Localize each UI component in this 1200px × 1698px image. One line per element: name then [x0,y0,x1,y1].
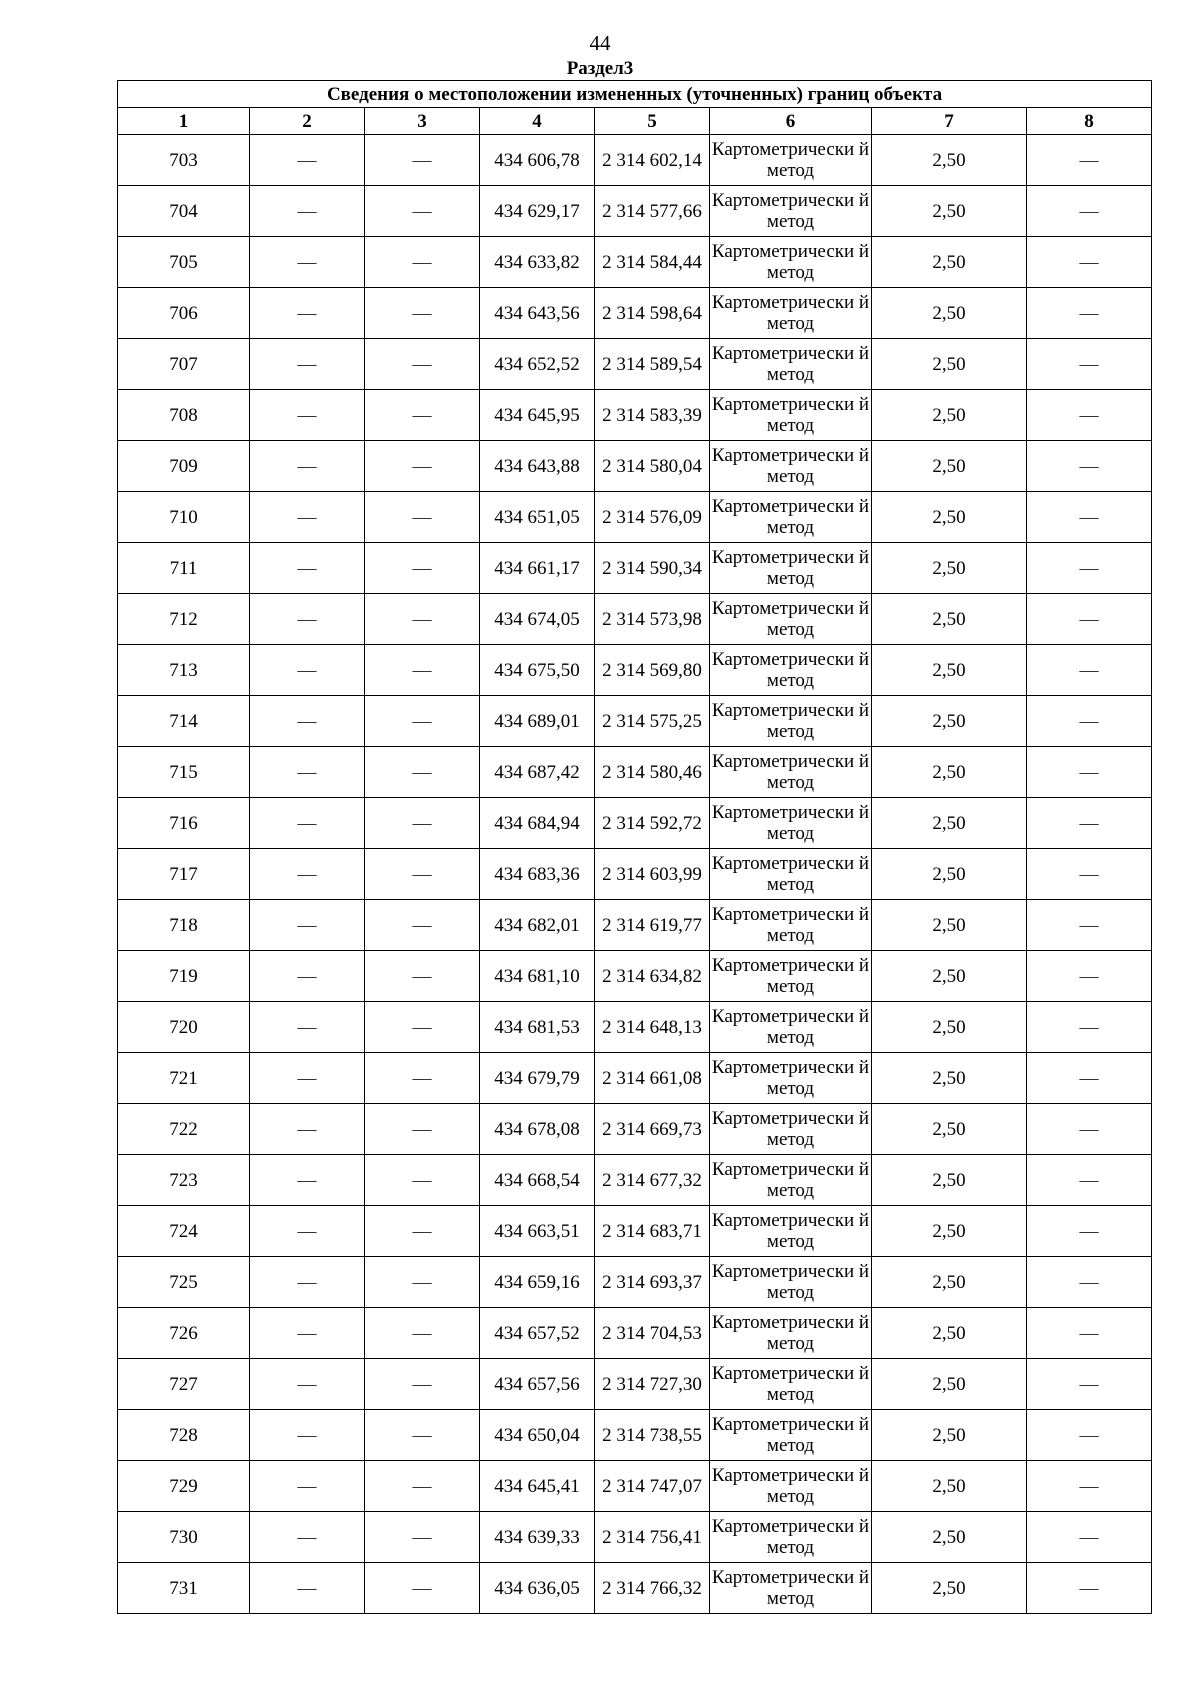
method-cell: Картометрически й метод [710,1155,872,1206]
col2-value-cell: — [250,798,365,849]
col8-value-cell: — [1027,747,1152,798]
coord-y-cell: 2 314 592,72 [595,798,710,849]
accuracy-cell: 2,50 [872,543,1027,594]
col3-value-cell: — [365,1563,480,1614]
point-number-cell: 729 [118,1461,250,1512]
point-number-cell: 715 [118,747,250,798]
coord-y-cell: 2 314 584,44 [595,237,710,288]
point-number-cell: 722 [118,1104,250,1155]
col8-value-cell: — [1027,492,1152,543]
col3-value-cell: — [365,1104,480,1155]
col2-value-cell: — [250,1257,365,1308]
col8-value-cell: — [1027,798,1152,849]
accuracy-cell: 2,50 [872,594,1027,645]
accuracy-cell: 2,50 [872,492,1027,543]
col8-value-cell: — [1027,390,1152,441]
col3-value-cell: — [365,1410,480,1461]
method-cell: Картометрически й метод [710,1512,872,1563]
table-row [118,1461,1152,1512]
table-row [118,543,1152,594]
coord-y-cell: 2 314 766,32 [595,1563,710,1614]
col3-value-cell: — [365,237,480,288]
accuracy-cell: 2,50 [872,849,1027,900]
method-cell: Картометрически й метод [710,1563,872,1614]
coord-x-cell: 434 689,01 [480,696,595,747]
col2-value-cell: — [250,186,365,237]
method-cell: Картометрически й метод [710,747,872,798]
method-cell: Картометрически й метод [710,441,872,492]
col3-value-cell: — [365,543,480,594]
coord-y-cell: 2 314 580,46 [595,747,710,798]
table-row [118,1053,1152,1104]
col3-value-cell: — [365,492,480,543]
col8-value-cell: — [1027,135,1152,186]
col2-value-cell: — [250,441,365,492]
point-number-cell: 731 [118,1563,250,1614]
table-row [118,339,1152,390]
method-cell: Картометрически й метод [710,339,872,390]
coord-y-cell: 2 314 589,54 [595,339,710,390]
col2-value-cell: — [250,1359,365,1410]
coord-y-cell: 2 314 693,37 [595,1257,710,1308]
point-number-cell: 703 [118,135,250,186]
col2-value-cell: — [250,339,365,390]
method-cell: Картометрически й метод [710,1002,872,1053]
accuracy-cell: 2,50 [872,135,1027,186]
column-number-5: 5 [595,108,710,135]
col3-value-cell: — [365,1206,480,1257]
point-number-cell: 713 [118,645,250,696]
accuracy-cell: 2,50 [872,1002,1027,1053]
col3-value-cell: — [365,1308,480,1359]
coord-y-cell: 2 314 603,99 [595,849,710,900]
method-cell: Картометрически й метод [710,1104,872,1155]
point-number-cell: 727 [118,1359,250,1410]
col3-value-cell: — [365,339,480,390]
point-number-cell: 726 [118,1308,250,1359]
coord-x-cell: 434 652,52 [480,339,595,390]
col8-value-cell: — [1027,1410,1152,1461]
point-number-cell: 711 [118,543,250,594]
col8-value-cell: — [1027,543,1152,594]
col8-value-cell: — [1027,1461,1152,1512]
column-number-1: 1 [118,108,250,135]
point-number-cell: 710 [118,492,250,543]
col3-value-cell: — [365,1461,480,1512]
column-number-row [118,108,1152,135]
col8-value-cell: — [1027,1563,1152,1614]
table-row [118,1206,1152,1257]
coord-y-cell: 2 314 756,41 [595,1512,710,1563]
method-cell: Картометрически й метод [710,1206,872,1257]
col8-value-cell: — [1027,237,1152,288]
col2-value-cell: — [250,1512,365,1563]
point-number-cell: 728 [118,1410,250,1461]
method-cell: Картометрически й метод [710,135,872,186]
coord-x-cell: 434 639,33 [480,1512,595,1563]
col8-value-cell: — [1027,849,1152,900]
col2-value-cell: — [250,543,365,594]
method-cell: Картометрически й метод [710,951,872,1002]
table-row [118,645,1152,696]
col8-value-cell: — [1027,1104,1152,1155]
coord-y-cell: 2 314 661,08 [595,1053,710,1104]
table-row [118,1257,1152,1308]
col2-value-cell: — [250,1410,365,1461]
col2-value-cell: — [250,135,365,186]
coord-y-cell: 2 314 569,80 [595,645,710,696]
coord-x-cell: 434 683,36 [480,849,595,900]
section-title: Раздел3 [566,58,634,79]
method-cell: Картометрически й метод [710,900,872,951]
accuracy-cell: 2,50 [872,339,1027,390]
col2-value-cell: — [250,237,365,288]
point-number-cell: 716 [118,798,250,849]
col3-value-cell: — [365,135,480,186]
point-number-cell: 717 [118,849,250,900]
coord-y-cell: 2 314 598,64 [595,288,710,339]
col2-value-cell: — [250,1053,365,1104]
col2-value-cell: — [250,1308,365,1359]
accuracy-cell: 2,50 [872,1206,1027,1257]
method-cell: Картометрически й метод [710,1461,872,1512]
col8-value-cell: — [1027,1308,1152,1359]
col2-value-cell: — [250,900,365,951]
col3-value-cell: — [365,798,480,849]
accuracy-cell: 2,50 [872,1257,1027,1308]
accuracy-cell: 2,50 [872,1053,1027,1104]
col3-value-cell: — [365,390,480,441]
table-row [118,1002,1152,1053]
method-cell: Картометрически й метод [710,849,872,900]
accuracy-cell: 2,50 [872,237,1027,288]
coord-x-cell: 434 663,51 [480,1206,595,1257]
column-number-6: 6 [710,108,872,135]
col8-value-cell: — [1027,441,1152,492]
coord-x-cell: 434 661,17 [480,543,595,594]
accuracy-cell: 2,50 [872,1563,1027,1614]
coord-x-cell: 434 636,05 [480,1563,595,1614]
coord-x-cell: 434 687,42 [480,747,595,798]
col8-value-cell: — [1027,288,1152,339]
coord-x-cell: 434 643,56 [480,288,595,339]
coord-y-cell: 2 314 677,32 [595,1155,710,1206]
coordinates-table [117,80,1152,1614]
col8-value-cell: — [1027,186,1152,237]
col3-value-cell: — [365,441,480,492]
table-row [118,1155,1152,1206]
col3-value-cell: — [365,951,480,1002]
col8-value-cell: — [1027,1512,1152,1563]
col3-value-cell: — [365,1002,480,1053]
page-number: 44 [589,31,611,55]
method-cell: Картометрически й метод [710,798,872,849]
point-number-cell: 725 [118,1257,250,1308]
table-row [118,492,1152,543]
point-number-cell: 707 [118,339,250,390]
column-number-7: 7 [872,108,1027,135]
accuracy-cell: 2,50 [872,645,1027,696]
table-caption: Сведения о местоположении измененных (уточненных) границ объекта [118,81,1152,108]
col2-value-cell: — [250,696,365,747]
accuracy-cell: 2,50 [872,900,1027,951]
method-cell: Картометрически й метод [710,1410,872,1461]
col2-value-cell: — [250,1002,365,1053]
table-row [118,1563,1152,1614]
method-cell: Картометрически й метод [710,390,872,441]
accuracy-cell: 2,50 [872,747,1027,798]
col8-value-cell: — [1027,696,1152,747]
accuracy-cell: 2,50 [872,1512,1027,1563]
accuracy-cell: 2,50 [872,288,1027,339]
column-number-8: 8 [1027,108,1152,135]
col2-value-cell: — [250,390,365,441]
accuracy-cell: 2,50 [872,1104,1027,1155]
coord-x-cell: 434 675,50 [480,645,595,696]
point-number-cell: 718 [118,900,250,951]
coord-y-cell: 2 314 573,98 [595,594,710,645]
coord-x-cell: 434 645,41 [480,1461,595,1512]
coord-x-cell: 434 681,53 [480,1002,595,1053]
table-row [118,135,1152,186]
coord-x-cell: 434 681,10 [480,951,595,1002]
coord-y-cell: 2 314 704,53 [595,1308,710,1359]
table-row [118,1512,1152,1563]
coord-x-cell: 434 651,05 [480,492,595,543]
col3-value-cell: — [365,1512,480,1563]
table-row [118,1104,1152,1155]
table-row [118,951,1152,1002]
point-number-cell: 720 [118,1002,250,1053]
method-cell: Картометрически й метод [710,1308,872,1359]
coord-y-cell: 2 314 738,55 [595,1410,710,1461]
table-row [118,288,1152,339]
col3-value-cell: — [365,594,480,645]
col2-value-cell: — [250,849,365,900]
coord-x-cell: 434 645,95 [480,390,595,441]
accuracy-cell: 2,50 [872,1155,1027,1206]
col8-value-cell: — [1027,1002,1152,1053]
coord-y-cell: 2 314 669,73 [595,1104,710,1155]
point-number-cell: 704 [118,186,250,237]
point-number-cell: 714 [118,696,250,747]
point-number-cell: 721 [118,1053,250,1104]
col3-value-cell: — [365,1257,480,1308]
col8-value-cell: — [1027,594,1152,645]
col3-value-cell: — [365,1359,480,1410]
table-row [118,1359,1152,1410]
coord-y-cell: 2 314 583,39 [595,390,710,441]
point-number-cell: 709 [118,441,250,492]
table-row [118,441,1152,492]
coord-x-cell: 434 643,88 [480,441,595,492]
coord-x-cell: 434 606,78 [480,135,595,186]
coord-y-cell: 2 314 747,07 [595,1461,710,1512]
coord-x-cell: 434 679,79 [480,1053,595,1104]
col3-value-cell: — [365,747,480,798]
col2-value-cell: — [250,1206,365,1257]
coord-y-cell: 2 314 619,77 [595,900,710,951]
coord-y-cell: 2 314 576,09 [595,492,710,543]
col8-value-cell: — [1027,645,1152,696]
coord-x-cell: 434 684,94 [480,798,595,849]
method-cell: Картометрически й метод [710,594,872,645]
coord-y-cell: 2 314 575,25 [595,696,710,747]
coord-x-cell: 434 629,17 [480,186,595,237]
table-row [118,186,1152,237]
col3-value-cell: — [365,900,480,951]
accuracy-cell: 2,50 [872,441,1027,492]
coord-y-cell: 2 314 580,04 [595,441,710,492]
table-row [118,798,1152,849]
coord-y-cell: 2 314 727,30 [595,1359,710,1410]
table-body [118,135,1152,1614]
point-number-cell: 705 [118,237,250,288]
table-row [118,900,1152,951]
coord-y-cell: 2 314 683,71 [595,1206,710,1257]
coord-x-cell: 434 650,04 [480,1410,595,1461]
accuracy-cell: 2,50 [872,1461,1027,1512]
col8-value-cell: — [1027,1155,1152,1206]
col2-value-cell: — [250,1104,365,1155]
table-row [118,747,1152,798]
table-row [118,849,1152,900]
accuracy-cell: 2,50 [872,798,1027,849]
coord-x-cell: 434 674,05 [480,594,595,645]
table-row [118,390,1152,441]
method-cell: Картометрически й метод [710,288,872,339]
point-number-cell: 712 [118,594,250,645]
point-number-cell: 723 [118,1155,250,1206]
point-number-cell: 719 [118,951,250,1002]
method-cell: Картометрически й метод [710,1359,872,1410]
accuracy-cell: 2,50 [872,1308,1027,1359]
coord-y-cell: 2 314 590,34 [595,543,710,594]
column-number-3: 3 [365,108,480,135]
coord-y-cell: 2 314 577,66 [595,186,710,237]
col3-value-cell: — [365,849,480,900]
col8-value-cell: — [1027,1257,1152,1308]
col8-value-cell: — [1027,951,1152,1002]
col2-value-cell: — [250,951,365,1002]
accuracy-cell: 2,50 [872,1410,1027,1461]
coord-x-cell: 434 682,01 [480,900,595,951]
col2-value-cell: — [250,747,365,798]
coord-x-cell: 434 659,16 [480,1257,595,1308]
method-cell: Картометрически й метод [710,543,872,594]
col2-value-cell: — [250,1563,365,1614]
col3-value-cell: — [365,288,480,339]
col8-value-cell: — [1027,1359,1152,1410]
col3-value-cell: — [365,1053,480,1104]
table-row [118,594,1152,645]
col3-value-cell: — [365,645,480,696]
method-cell: Картометрически й метод [710,492,872,543]
col2-value-cell: — [250,1461,365,1512]
accuracy-cell: 2,50 [872,696,1027,747]
accuracy-cell: 2,50 [872,1359,1027,1410]
coord-x-cell: 434 668,54 [480,1155,595,1206]
method-cell: Картометрически й метод [710,237,872,288]
point-number-cell: 706 [118,288,250,339]
table-row [118,1308,1152,1359]
col3-value-cell: — [365,1155,480,1206]
accuracy-cell: 2,50 [872,390,1027,441]
coord-x-cell: 434 678,08 [480,1104,595,1155]
method-cell: Картометрически й метод [710,696,872,747]
col8-value-cell: — [1027,339,1152,390]
accuracy-cell: 2,50 [872,951,1027,1002]
col2-value-cell: — [250,594,365,645]
method-cell: Картометрически й метод [710,645,872,696]
table-row [118,1410,1152,1461]
method-cell: Картометрически й метод [710,1053,872,1104]
col8-value-cell: — [1027,900,1152,951]
col2-value-cell: — [250,288,365,339]
table-row [118,696,1152,747]
column-number-4: 4 [480,108,595,135]
coord-x-cell: 434 657,52 [480,1308,595,1359]
col8-value-cell: — [1027,1053,1152,1104]
point-number-cell: 724 [118,1206,250,1257]
method-cell: Картометрически й метод [710,1257,872,1308]
col2-value-cell: — [250,645,365,696]
col3-value-cell: — [365,186,480,237]
point-number-cell: 730 [118,1512,250,1563]
coord-x-cell: 434 633,82 [480,237,595,288]
col8-value-cell: — [1027,1206,1152,1257]
col2-value-cell: — [250,1155,365,1206]
accuracy-cell: 2,50 [872,186,1027,237]
method-cell: Картометрически й метод [710,186,872,237]
table-row [118,237,1152,288]
column-number-2: 2 [250,108,365,135]
point-number-cell: 708 [118,390,250,441]
coord-y-cell: 2 314 602,14 [595,135,710,186]
coord-x-cell: 434 657,56 [480,1359,595,1410]
col3-value-cell: — [365,696,480,747]
coord-y-cell: 2 314 648,13 [595,1002,710,1053]
coord-y-cell: 2 314 634,82 [595,951,710,1002]
col2-value-cell: — [250,492,365,543]
